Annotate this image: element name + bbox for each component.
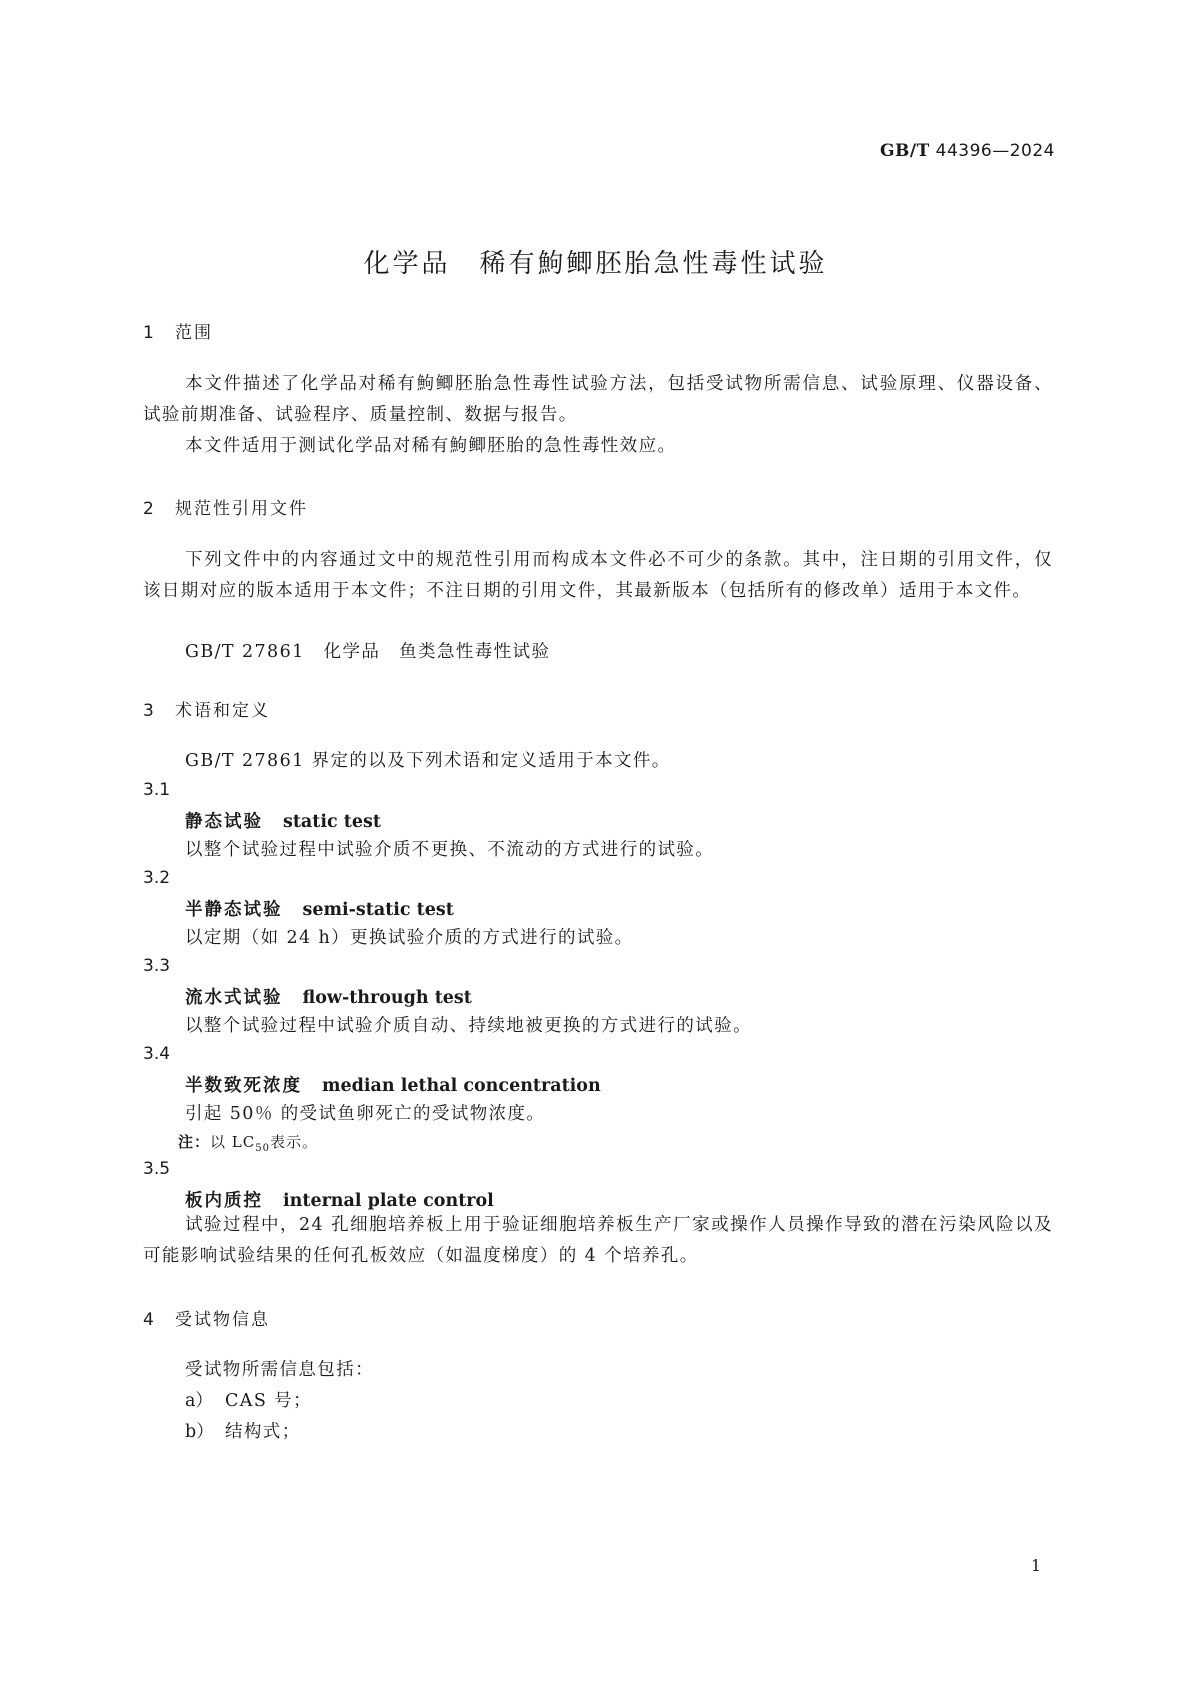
note-text-after: 表示。	[269, 1133, 318, 1151]
document-title: 化学品 稀有鮈鲫胚胎急性毒性试验	[363, 249, 828, 279]
term-en: median lethal concentration	[322, 1076, 601, 1096]
term-heading	[185, 1072, 601, 1097]
term-heading	[185, 1187, 494, 1212]
term-en: internal plate control	[283, 1191, 494, 1211]
section-title: 术语和定义	[175, 701, 270, 721]
term-number: 3.1	[143, 780, 171, 800]
term-definition: 以定期（如 24 h）更换试验介质的方式进行的试验。	[185, 928, 634, 948]
section-3-intro: GB/T 27861 界定的以及下列术语和定义适用于本文件。	[185, 751, 671, 771]
note-text-before: 以 LC	[210, 1133, 256, 1151]
term-heading	[185, 896, 454, 921]
section-title: 规范性引用文件	[175, 499, 308, 519]
term-en: flow-through test	[302, 988, 472, 1008]
section-1-heading	[143, 318, 213, 343]
term-en: static test	[283, 812, 381, 832]
term-zh: 流水式试验	[185, 988, 283, 1008]
section-number: 4	[143, 1310, 154, 1330]
normative-reference: GB/T 27861 化学品 鱼类急性毒性试验	[185, 642, 551, 662]
standard-code: GB/T	[880, 141, 930, 161]
section-3-heading	[143, 696, 270, 721]
section-1-paragraph-1: 本文件描述了化学品对稀有鮈鲫胚胎急性毒性试验方法，包括受试物所需信息、试验原理、仪器设备、试验前期准备、试验程序、质量控制、数据与报告。	[143, 374, 1053, 425]
list-item	[185, 1387, 312, 1412]
section-number: 1	[143, 323, 154, 343]
term-heading	[185, 984, 472, 1009]
term-definition: 试验过程中，24 孔细胞培养板上用于验证细胞培养板生产厂家或操作人员操作导致的潜在污染风险以及可能影响试验结果的任何孔板效应（如温度梯度）的 4 个培养孔。	[143, 1215, 1053, 1266]
standard-number	[880, 141, 1055, 161]
term-number: 3.4	[143, 1044, 171, 1064]
list-marker: b）	[185, 1422, 214, 1442]
term-definition: 以整个试验过程中试验介质自动、持续地被更换的方式进行的试验。	[185, 1016, 752, 1036]
term-heading	[185, 808, 381, 833]
term-zh: 板内质控	[185, 1191, 263, 1211]
section-number: 3	[143, 701, 154, 721]
term-number: 3.2	[143, 868, 171, 888]
section-2-heading	[143, 494, 308, 519]
term-zh: 静态试验	[185, 812, 263, 832]
section-1-paragraph-2: 本文件适用于测试化学品对稀有鮈鲫胚胎的急性毒性效应。	[185, 436, 677, 456]
term-number: 3.3	[143, 956, 171, 976]
list-item	[185, 1418, 301, 1443]
standard-number-value: 44396—2024	[935, 141, 1055, 161]
section-2-paragraph: 下列文件中的内容通过文中的规范性引用而构成本文件必不可少的条款。其中，注日期的引用文件，仅该日期对应的版本适用于本文件；不注日期的引用文件，其最新版本（包括所有的修改单）适用于本文件。	[143, 550, 1053, 601]
term-definition: 以整个试验过程中试验介质不更换、不流动的方式进行的试验。	[185, 840, 715, 860]
note-subscript: 50	[255, 1143, 270, 1154]
section-number: 2	[143, 499, 154, 519]
term-zh: 半数致死浓度	[185, 1076, 302, 1096]
note-label: 注：	[178, 1133, 211, 1151]
section-4-intro: 受试物所需信息包括：	[185, 1360, 374, 1380]
list-text: 结构式；	[225, 1422, 301, 1442]
page-number: 1	[1030, 1556, 1041, 1575]
term-number: 3.5	[143, 1159, 171, 1179]
term-note	[178, 1131, 318, 1154]
section-4-heading	[143, 1305, 270, 1330]
section-title: 范围	[175, 323, 213, 343]
term-en: semi-static test	[302, 900, 454, 920]
term-definition: 引起 50％ 的受试鱼卵死亡的受试物浓度。	[185, 1104, 546, 1124]
list-marker: a）	[185, 1391, 213, 1411]
term-zh: 半静态试验	[185, 900, 283, 920]
list-text: CAS 号；	[225, 1391, 312, 1411]
section-title: 受试物信息	[175, 1310, 270, 1330]
